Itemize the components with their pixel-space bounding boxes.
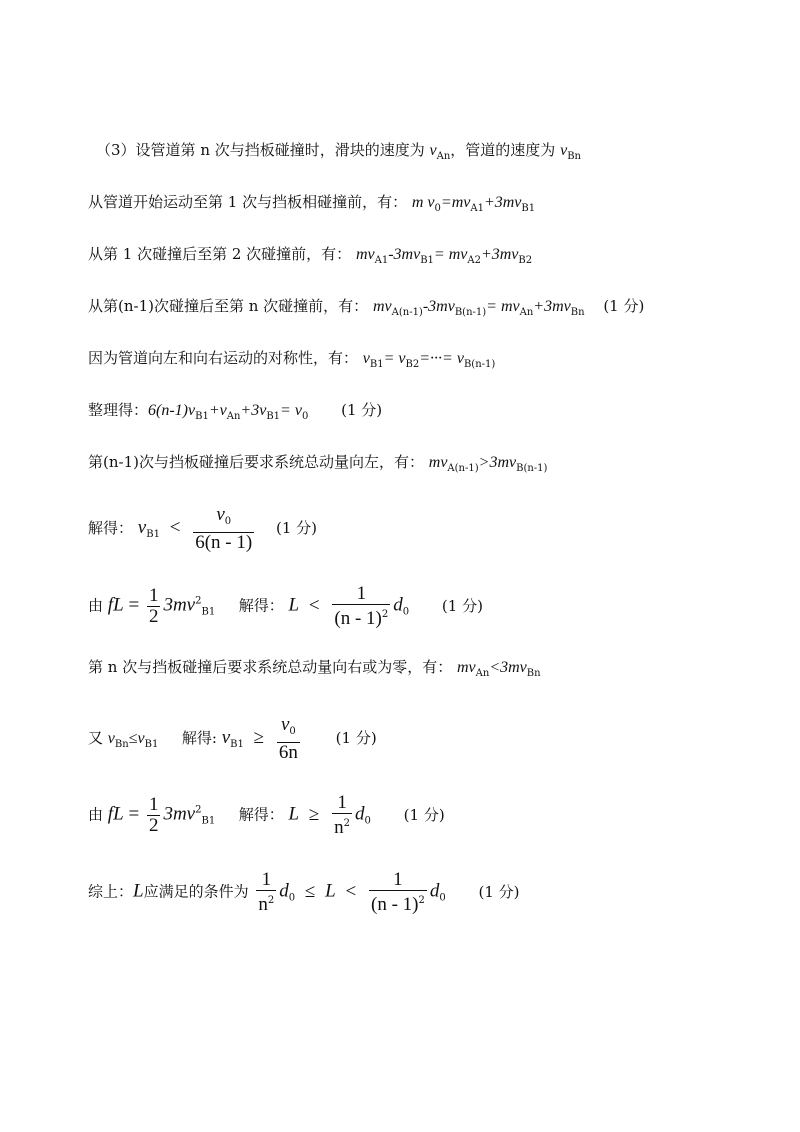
score-mark: (1 分) [341, 401, 383, 419]
fraction: $\frac{1}{(n - 1)^2}$ [371, 869, 425, 915]
equation-line-12: 综上：L应满足的条件为 $\frac{1}{n^2}$ $d_0 \le L$ < $\frac{1}{(n - 1)^2}$ $d_0$ (1 分) [88, 869, 520, 915]
part-label: （3） [96, 141, 136, 159]
fraction: $\frac{v_0}{6n}$ [278, 714, 298, 763]
equation-line-1: 从管道开始运动至第 1 次与挡板相碰撞前，有： m $v_0=mv_{A1}+3mv_{B1}$ [88, 193, 536, 214]
intro-line: （3）设管道第 n 次与挡板碰撞时，滑块的速度为 $v_{An}$，管道的速度为 $v_{Bn}$ [96, 141, 581, 162]
score-mark: (1 分) [335, 729, 377, 747]
equation-line-9: 第 n 次与挡板碰撞后要求系统总动量向右或为零，有： $mv_{An}<3mv_{Bn}$ [88, 658, 541, 679]
equation-line-11: 由 fL = $\frac{1}{2}$ $3mv^2_{B1}$ 解得： L ≥ $\frac{1}{n^2}$ $d_0$ (1 分) [88, 792, 445, 838]
fraction: $\frac{v_0}{6(n - 1)}$ [195, 504, 253, 553]
fraction: $\frac{1}{n^2}$ [258, 869, 275, 915]
equation-line-2: 从第 1 次碰撞后至第 2 次碰撞前，有： $mv_{A1}-3mv_{B1}= mv_{A2}+3mv_{B2}$ [88, 245, 533, 266]
fraction: $\frac{1}{(n - 1)^2}$ [334, 583, 389, 629]
equation-line-4: 因为管道向左和向右运动的对称性，有： $v_{B1}= v_{B2}=\cdot\cdot\cdot= v_{B(n-1)}$ [88, 349, 496, 370]
fraction: $\frac{1}{2}$ [148, 794, 159, 836]
score-mark: (1 分) [603, 297, 645, 315]
score-mark: (1 分) [478, 882, 520, 901]
score-mark: (1 分) [403, 805, 445, 824]
equation-line-8: 由 fL = $\frac{1}{2}$ $3mv^2_{B1}$ 解得： L < $\frac{1}{(n - 1)^2}$ $d_0$ (1 分) [88, 583, 483, 629]
equation-line-3: 从第(n-1)次碰撞后至第 n 次碰撞前，有： $mv_{A(n-1)}-3mv_{B(n-1)}= mv_{An}+3mv_{Bn}$ (1 分) [88, 297, 645, 318]
fraction: $\frac{1}{n^2}$ [334, 792, 350, 838]
score-mark: (1 分) [276, 519, 318, 537]
equation-line-10: 又 $v_{Bn}\le v_{B1}$ 解得: $v_{B1}$ ≥ $\frac{v_0}{6n}$ (1 分) [88, 714, 377, 763]
equation-line-5: 整理得：$6(n-1)v_{B1}+v_{An}+3v_{B1}= v_0$ (1 分) [88, 401, 383, 422]
fraction: $\frac{1}{2}$ [148, 585, 159, 627]
equation-line-7: 解得： $v_{B1}$ < $\frac{v_0}{6(n - 1)}$ (1 分) [88, 504, 318, 553]
equation-line-6: 第(n-1)次与挡板碰撞后要求系统总动量向左，有： $mv_{A(n-1)}>3mv_{B(n-1)}$ [88, 453, 548, 474]
score-mark: (1 分) [441, 596, 483, 615]
